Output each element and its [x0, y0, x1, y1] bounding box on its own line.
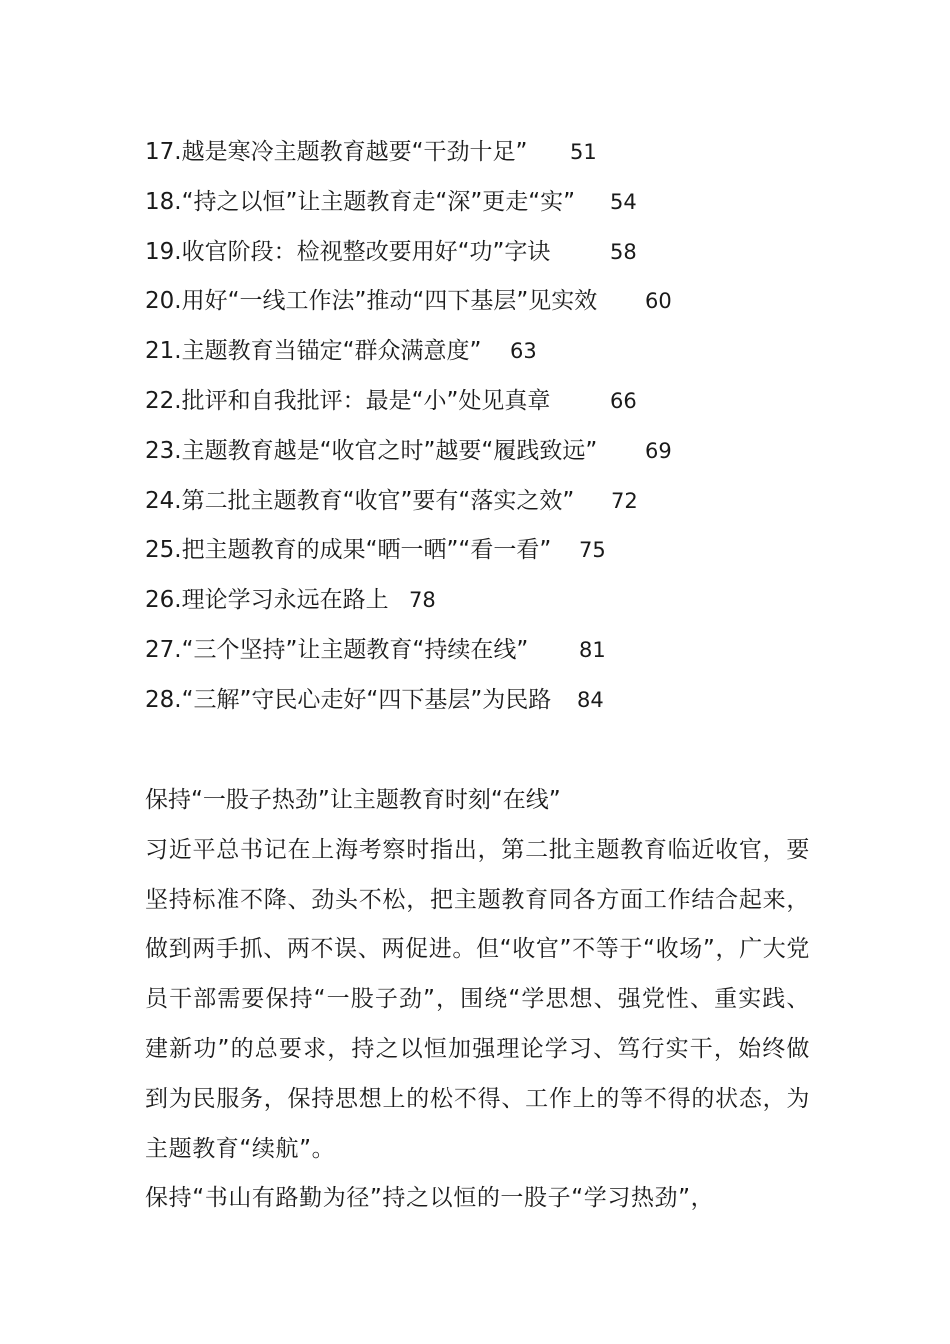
- toc-entry-title: 18.“持之以恒”让主题教育走“深”更走“实”: [145, 188, 576, 215]
- toc-entry: [145, 277, 845, 327]
- toc-entry: [145, 128, 845, 178]
- toc-entry-title: 28.“三解”守民心走好“四下基层”为民路: [145, 686, 552, 713]
- toc-entry-title: 21.主题教育当锚定“群众满意度”: [145, 338, 482, 365]
- toc-entry: [145, 228, 845, 278]
- table-of-contents: [145, 128, 845, 726]
- toc-entry-page: 54: [610, 189, 637, 214]
- toc-entry-title: 20.用好“一线工作法”推动“四下基层”见实效: [145, 288, 598, 315]
- toc-entry: [145, 477, 845, 527]
- toc-entry-page: 51: [570, 140, 597, 164]
- article-paragraph: 习近平总书记在上海考察时指出，第二批主题教育临近收官，要坚持标准不降、劲头不松，把主题教育同各方面工作结合起来，做到两手抓、两不误、两促进。但“收官”不等于“收场”，广大党员干部需要保持“一股子劲”，围绕“学思想、强党性、重实践、建新功”的总要求，持之以恒加强理论学习、笃行实干，始终做到为民服务，保持思想上的松不得、工作上的等不得的状态，为主题教育“续航”。: [145, 836, 810, 1162]
- toc-entry: [145, 576, 845, 626]
- article-paragraph: 保持“书山有路勤为径”持之以恒的一股子“学习热劲”，: [145, 1185, 715, 1212]
- toc-entry-page: 75: [579, 538, 606, 563]
- toc-entry: [145, 327, 845, 377]
- toc-entry: [145, 377, 845, 427]
- toc-entry-title: 26.理论学习永远在路上: [145, 587, 389, 614]
- toc-entry-page: 66: [610, 388, 637, 413]
- toc-entry: [145, 427, 845, 477]
- toc-entry-page: 63: [510, 339, 537, 364]
- toc-entry: [145, 676, 845, 726]
- toc-entry-title: 22.批评和自我批评：最是“小”处见真章: [145, 387, 551, 414]
- toc-entry: [145, 526, 845, 576]
- toc-entry-page: 69: [645, 438, 672, 463]
- toc-entry: [145, 626, 845, 676]
- toc-entry-page: 60: [645, 289, 672, 314]
- toc-entry: [145, 178, 845, 228]
- article: [145, 776, 810, 1224]
- toc-entry-title: 27.“三个坚持”让主题教育“持续在线”: [145, 636, 529, 663]
- article-title: 保持“一股子热劲”让主题教育时刻“在线”: [145, 787, 561, 813]
- toc-entry-title: 23.主题教育越是“收官之时”越要“履践致远”: [145, 437, 598, 464]
- toc-entry-page: 58: [610, 239, 637, 264]
- toc-entry-title: 19.收官阶段：检视整改要用好“功”字诀: [145, 238, 551, 265]
- toc-entry-page: 84: [577, 687, 604, 712]
- toc-entry-page: 78: [409, 588, 436, 613]
- toc-entry-title: 24.第二批主题教育“收官”要有“落实之效”: [145, 487, 575, 514]
- toc-entry-page: 81: [579, 637, 606, 662]
- toc-entry-page: 72: [611, 488, 638, 513]
- toc-entry-title: 17.越是寒冷主题教育越要“干劲十足”: [145, 139, 528, 165]
- toc-entry-title: 25.把主题教育的成果“晒一晒”“看一看”: [145, 537, 552, 564]
